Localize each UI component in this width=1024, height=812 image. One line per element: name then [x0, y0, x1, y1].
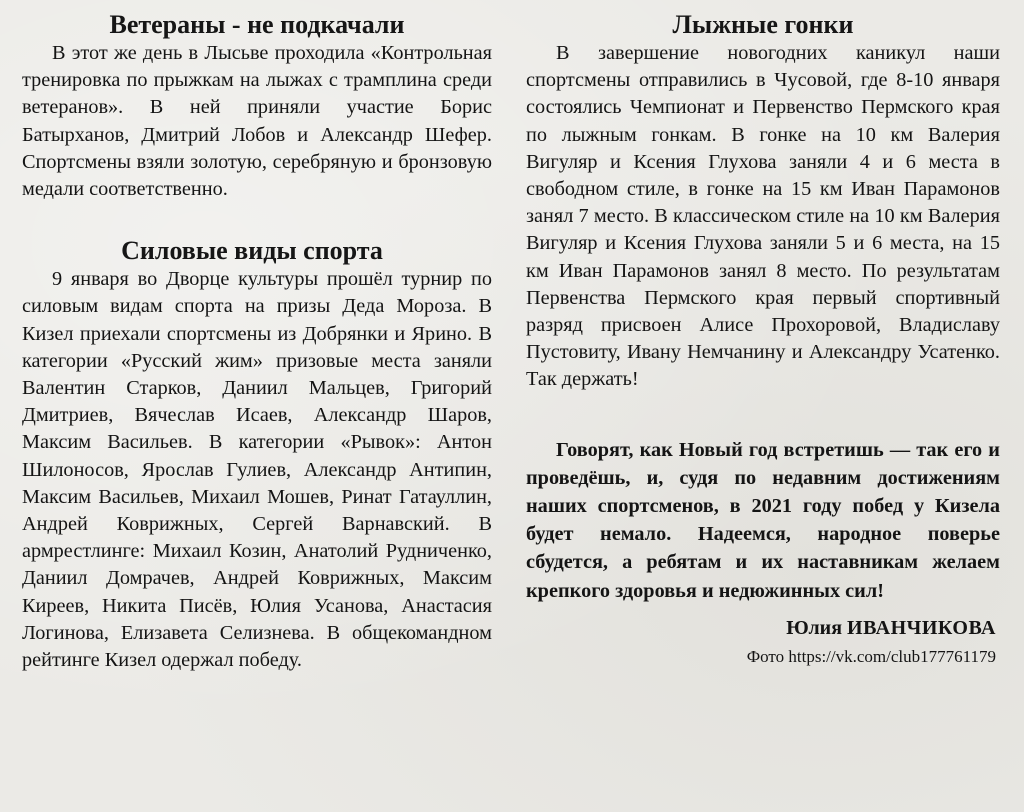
- photo-credit: Фото https://vk.com/club177761179: [746, 646, 996, 666]
- power-sports-heading: Силовые виды спорта: [121, 236, 383, 266]
- veterans-heading: Ветераны - не подкачали: [109, 10, 405, 39]
- right-column: [526, 0, 1000, 668]
- author-byline: [526, 616, 1000, 640]
- left-column: [22, 0, 492, 674]
- closing-paragraph: Говорят, как Новый год встретишь — так его и проведёшь, и, судя по недавним достижениям наших спортсменов, в 2021 году побед у Кизела будет немало. Надеемся, народное поверье сбудется, а ребятам и их наставникам желаем крепкого здоровья и недюжинных сил!: [526, 438, 1000, 602]
- author-last-name: ИВАНЧИКОВА: [847, 616, 996, 639]
- power-sports-article-text: 9 января во Дворце культуры прошёл турнир по силовым видам спорта на призы Деда Мороза. В Кизел приехали спортсмены из Добрянки и Ярино. В категории «Русский жим» призовые места заняли Валентин Старков, Даниил Мальцев, Григорий Дмитриев, Вячеслав Исаев, Александр Шаров, Максим Васильев. В категории «Рывок»: Антон Шилоносов, Ярослав Гулиев, Александр Антипин, Максим Васильев, Михаил Мошев, Ринат Гатауллин, Андрей Коврижных, Сергей Варнавский. В армрестлинге: Михаил Козин, Анатолий Рудниченко, Даниил Домрачев, Андрей Коврижных, Максим Киреев, Никита Писёв, Юлия Усанова, Анастасия Логинова, Елизавета Селизнева. В общекомандном рейтинге Кизел одержал победу.: [22, 268, 492, 672]
- ski-race-article-text: В завершение новогодних каникул наши спортсмены отправились в Чусовой, где 8-10 января состоялись Чемпионат и Первенство Пермского края по лыжным гонкам. В гонке на 10 км Валерия Вигуляр и Ксения Глухова заняли 4 и 6 места в свободном стиле, в гонке на 15 км Иван Парамонов занял 7 место. В классическом стиле на 10 км Валерия Вигуляр и Ксения Глухова заняли 5 и 6 места, на 15 км Иван Парамонов занял 8 место. По результатам Первенства Пермского края первый спортивный разряд присвоен Алисе Прохоровой, Владиславу Пустовиту, Ивану Немчанину и Александру Усатенко. Так держать!: [526, 42, 1000, 391]
- veterans-article-text: В этот же день в Лысьве проходила «Контрольная тренировка по прыжкам на лыжах с трамплина среди ветеранов». В ней приняли участие Борис Батырханов, Дмитрий Лобов и Александр Шефер. Спортсмены взяли золотую, серебряную и бронзовую медали соответственно.: [22, 42, 492, 201]
- author-first-name: Юлия: [786, 616, 843, 639]
- ski-race-heading: Лыжные гонки: [672, 10, 854, 39]
